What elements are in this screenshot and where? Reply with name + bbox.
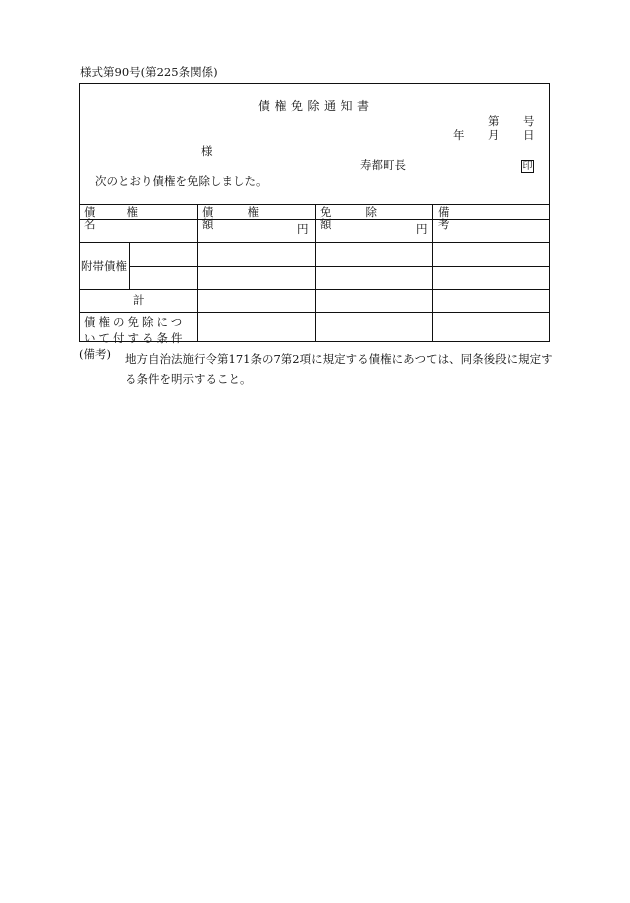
note-label: (備考): [79, 347, 111, 361]
form-number-label: 様式第90号(第225条関係): [80, 65, 218, 79]
column-rule: [129, 242, 130, 289]
note-text: 地方自治法施行令第171条の7第2項に規定する債権にあつては、同条後段に規定する条件を明示すること。: [125, 352, 553, 386]
header-claim-name-text: 債権名: [84, 205, 169, 231]
header-claim-name: [84, 207, 191, 230]
column-rule: [315, 204, 316, 342]
claim-amount-unit: 円: [297, 222, 309, 236]
total-label: 計: [133, 293, 145, 307]
issuer-name: 寿都町長: [360, 158, 406, 172]
conditions-label: 債権の免除について付する条件: [84, 315, 186, 345]
number-prefix: 第: [488, 114, 500, 128]
date-month: 月: [488, 128, 500, 142]
document-title: 債権免除通知書: [258, 99, 374, 113]
header-remarks: 備考: [438, 205, 528, 231]
date-year: 年: [453, 128, 465, 142]
attached-claims-label: 附帯債権: [81, 259, 127, 273]
number-suffix: 号: [523, 114, 535, 128]
body-text: 次のとおり債権を免除しました。: [95, 174, 268, 188]
column-rule: [197, 204, 198, 342]
header-exempt-amount: 免除額: [320, 205, 411, 231]
exempt-amount-unit: 円: [416, 222, 428, 236]
header-claim-amount: 債権額: [202, 205, 293, 231]
date-day: 日: [523, 128, 535, 142]
addressee-suffix: 様: [201, 144, 213, 158]
seal-mark: 印: [522, 161, 533, 172]
row-rule: [129, 266, 550, 267]
column-rule: [432, 204, 433, 342]
